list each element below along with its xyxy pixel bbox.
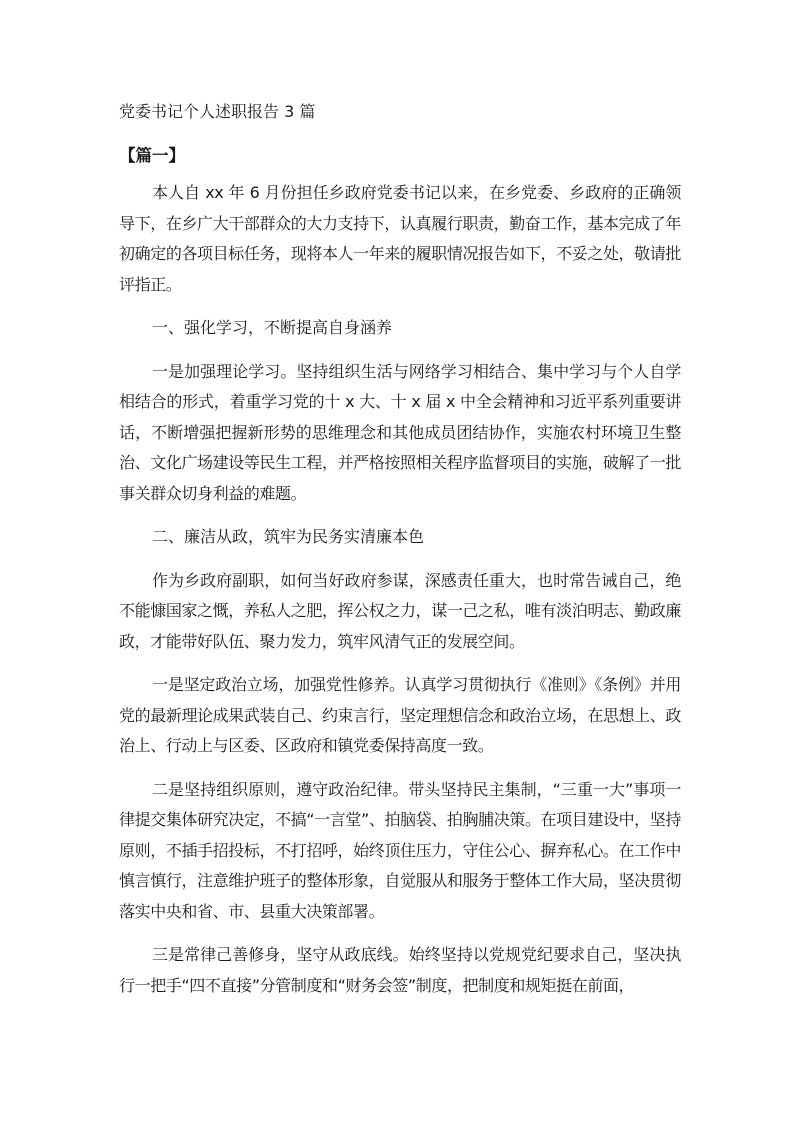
document-title: 党委书记个人述职报告 3 篇	[119, 102, 316, 121]
paragraph-political: 一是坚定政治立场，加强党性修养。认真学习贯彻执行《准则》《条例》并用党的最新理论成果武装自己、约束言行，坚定理想信念和政治立场，在思想上、政治上、行动上与区委、区政府和镇党委保持高度一致。	[119, 675, 681, 755]
heading-integrity: 二、廉洁从政，筑牢为民务实清廉本色	[152, 527, 425, 546]
paragraph-discipline: 二是坚持组织原则，遵守政治纪律。带头坚持民主集制，“三重一大”事项一律提交集体研究决定，不搞“一言堂”、拍脑袋、拍胸脯决策。在项目建设中，坚持原则，不插手招投标，不打招呼，始终顶住压力，守住公心、摒弃私心。在工作中慎言慎行，注意维护班子的整体形象，自觉服从和服务于整体工作大局，坚决贯彻落实中央和省、市、县重大决策部署。	[119, 779, 681, 921]
document-body	[119, 178, 681, 1014]
paragraph-integrity: 作为乡政府副职，如何当好政府参谋，深感责任重大，也时常告诫自己，绝不能慷国家之慨，养私人之肥，挥公权之力，谋一己之私，唯有淡泊明志、勤政廉政，才能带好队伍、聚力发力，筑牢风清气正的发展空间。	[119, 570, 681, 651]
paragraph-study: 一是加强理论学习。坚持组织生活与网络学习相结合、集中学习与个人自学相结合的形式，着重学习党的十 x 大、十 x 届 x 中全会精神和习近平系列重要讲话，不断增强把握新形势的思维理念和其他成员团结协作，实施农村环境卫生整治、文化广场建设等民生工程，并严格按照相关程序监督项目的实施，破解了一批事关群众切身利益的难题。	[119, 361, 681, 503]
section-label: 【篇一】	[119, 146, 185, 165]
paragraph-intro: 本人自 xx 年 6 月份担任乡政府党委书记以来，在乡党委、乡政府的正确领导下，在乡广大干部群众的大力支持下，认真履行职责，勤奋工作，基本完成了年初确定的各项目标任务，现将本人一年来的履职情况报告如下，不妥之处，敬请批评指正。	[119, 183, 681, 294]
heading-study: 一、强化学习，不断提高自身涵养	[152, 318, 393, 337]
paragraph-self-discipline: 三是常律己善修身，坚守从政底线。始终坚持以党规党纪要求自己，坚决执行一把手“四不直接”分管制度和“财务会签”制度，把制度和规矩挺在前面，	[119, 945, 681, 995]
